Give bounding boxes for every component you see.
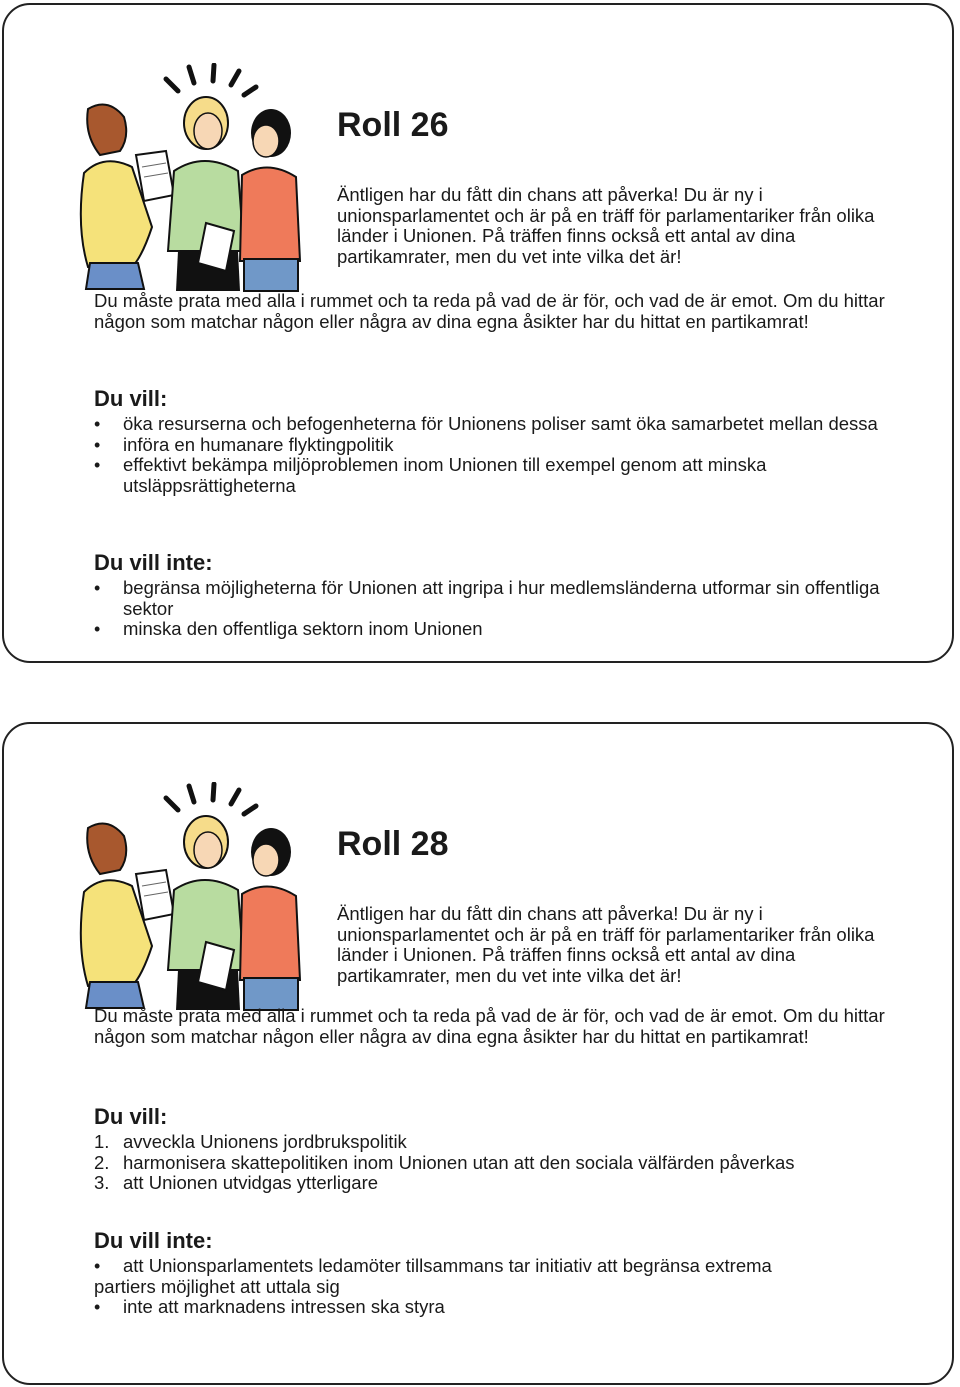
item-text: avveckla Unionens jordbrukspolitik [123,1131,407,1152]
wants-list [94,414,914,496]
role-intro: Äntligen har du fått din chans att påverka! Du är ny i unionsparlamentet och är på en träff för parlamentariker från olika länder i Unionen. På träffen finns också ett antal av dina partikamrater, men du vet inte vilka det är! [337,903,875,986]
item-number: 3. [94,1172,110,1194]
not-wants-heading: Du vill inte: [94,1228,213,1253]
list-item: • att Unionsparlamentets ledamöter tillsammans tar initiativ att begränsa extrema [94,1256,914,1277]
wants-list [94,1132,914,1194]
people-discussing-illustration [56,63,326,293]
not-wants-list [94,578,914,640]
list-item: • begränsa möjligheterna för Unionen att ingripa i hur medlemsländerna utformar sin offentliga sektor [94,578,914,619]
list-item: • effektivt bekämpa miljöproblemen inom Unionen till exempel genom att minska utsläppsrättigheterna [94,455,914,496]
list-item: • minska den offentliga sektorn inom Unionen [94,619,914,640]
list-item: • införa en humanare flyktingpolitik [94,435,914,456]
item-number: 1. [94,1131,110,1152]
not-wants-section [94,550,914,640]
people-discussing-illustration [56,782,326,1012]
role-title: Roll 26 [337,106,449,144]
list-item-continuation: partiers möjlighet att uttala sig [94,1275,340,1297]
role-title: Roll 28 [337,825,449,863]
wants-section [94,386,914,496]
role-intro: Äntligen har du fått din chans att påverka! Du är ny i unionsparlamentet och är på en träff för parlamentariker från olika länder i Unionen. På träffen finns också ett antal av dina partikamrater, men du vet inte vilka det är! [337,184,875,267]
numbered-item [94,1132,914,1153]
role-card-26 [2,3,954,663]
not-wants-list [94,1256,914,1318]
numbered-item [94,1153,914,1174]
list-item: • inte att marknadens intressen ska styra [94,1297,914,1318]
wants-heading: Du vill: [94,1104,168,1129]
wants-section [94,1104,914,1194]
wants-heading: Du vill: [94,386,168,411]
not-wants-heading: Du vill inte: [94,550,213,575]
list-item: • öka resurserna och befogenheterna för Unionens poliser samt öka samarbetet mellan dessa [94,414,914,435]
not-wants-section [94,1228,914,1318]
numbered-item [94,1173,914,1194]
item-text: harmonisera skattepolitiken inom Unionen utan att den sociala välfärden påverkas [123,1151,795,1173]
role-card-28 [2,722,954,1385]
role-instruction: Du måste prata med alla i rummet och ta reda på vad de är för, och vad de är emot. Om du hittar någon som matchar någon eller några av dina egna åsikter har du hittat en partikamrat! [94,290,885,332]
role-instruction: Du måste prata med alla i rummet och ta reda på vad de är för, och vad de är emot. Om du hittar någon som matchar någon eller några av dina egna åsikter har du hittat en partikamrat! [94,1005,885,1047]
item-number: 2. [94,1151,110,1173]
item-text: att Unionen utvidgas ytterligare [123,1172,379,1194]
